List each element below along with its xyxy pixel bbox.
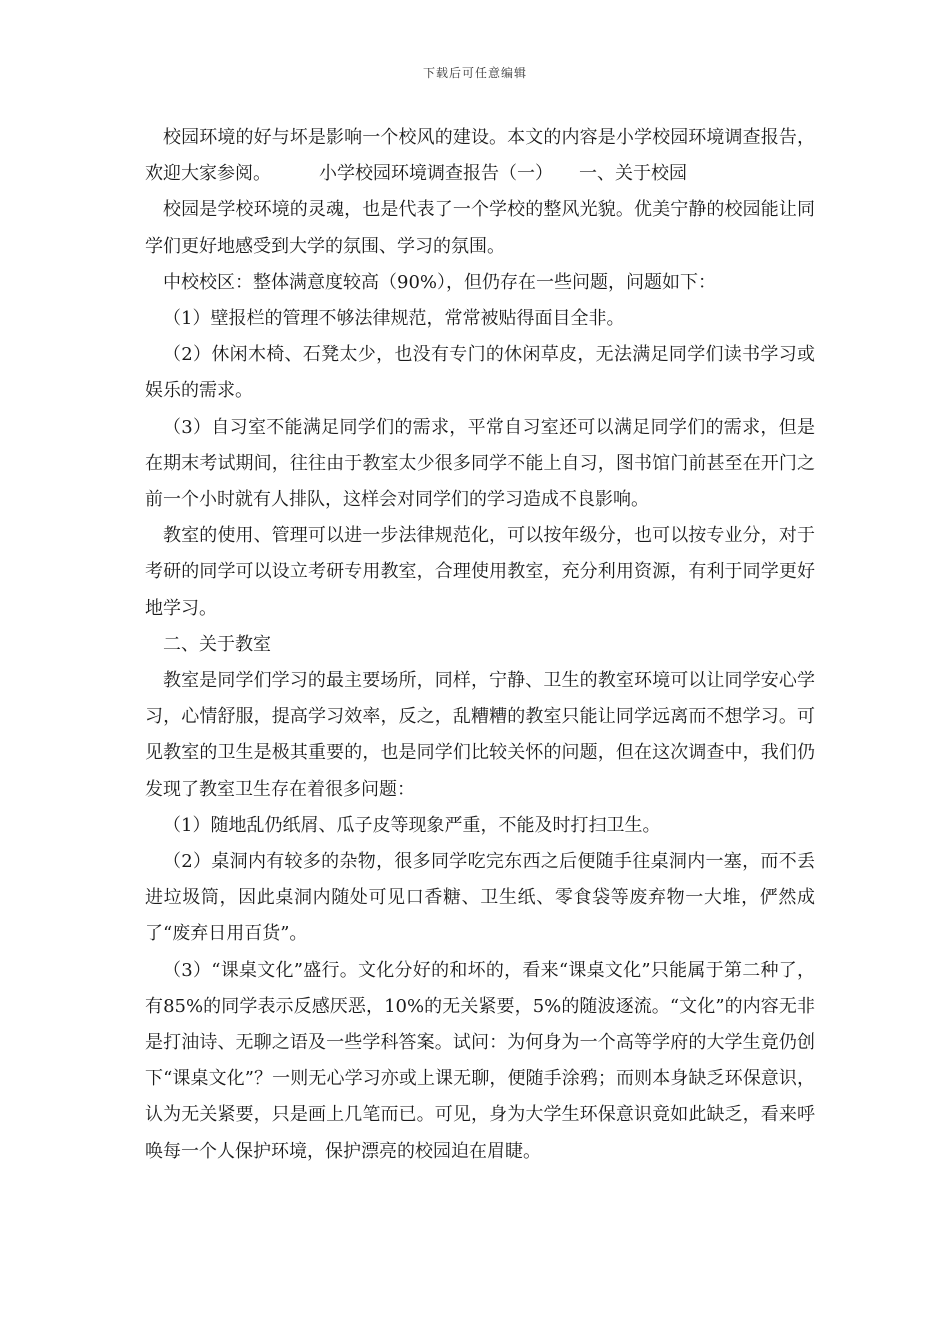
paragraph: 中校校区：整体满意度较高（90%），但仍存在一些问题，问题如下： (163, 271, 717, 293)
section-heading-campus: 一、关于校园 (579, 163, 687, 185)
intro-paragraph (145, 120, 815, 192)
intro-text: 校园环境的好与坏是影响一个校风的建设。本文的内容是小学校园环境调查报告，欢迎大家参阅。 (145, 127, 815, 185)
list-item: （2）桌洞内有较多的杂物，很多同学吃完东西之后便随手往桌洞内一塞，而不丢进垃圾筒，因此桌洞内随处可见口香糖、卫生纸、零食袋等废弃物一大堆，俨然成了“废弃日用百货”。 (145, 851, 815, 945)
list-item: （3）自习室不能满足同学们的需求，平常自习室还可以满足同学们的需求，但是在期末考试期间，往往由于教室太少很多同学不能上自习，图书馆门前甚至在开门之前一个小时就有人排队，这样会对同学们的学习造成不良影响。 (145, 416, 815, 511)
list-item: （1）随地乱仍纸屑、瓜子皮等现象严重，不能及时打扫卫生。 (163, 814, 661, 836)
list-item: （3）“课桌文化”盛行。文化分好的和坏的，看来“课桌文化”只能属于第二种了，有85%的同学表示反感厌恶，10%的无关紧要，5%的随波逐流。“文化”的内容无非是打油诗、无聊之语及一些学科答案。试问：为何身为一个高等学府的大学生竟仍创下“课桌文化”？一则无心学习亦或上课无聊，便随手涂鸦；而则本身缺乏环保意识，认为无关紧要，只是画上几笔而已。可见，身为大学生环保意识竟如此缺乏，看来呼唤每一个人保护环境，保护漂亮的校园迫在眉睫。 (145, 959, 815, 1162)
list-item: （1）壁报栏的管理不够法律规范，常常被贴得面目全非。 (163, 308, 625, 330)
paragraph: 校园是学校环境的灵魂，也是代表了一个学校的整风光貌。优美宁静的校园能让同学们更好地感受到大学的氛围、学习的氛围。 (145, 199, 815, 257)
page-header: 下载后可任意编辑 (422, 66, 527, 80)
paragraph: 教室的使用、管理可以进一步法律规范化，可以按年级分，也可以按专业分，对于考研的同学可以设立考研专用教室，合理使用教室，充分利用资源，有利于同学更好地学习。 (145, 525, 815, 619)
paragraph: 教室是同学们学习的最主要场所，同样，宁静、卫生的教室环境可以让同学安心学习，心情舒服，提高学习效率，反之，乱糟糟的教室只能让同学远离而不想学习。可见教室的卫生是极其重要的，也是同学们比较关怀的问题，但在这次调查中，我们仍发现了教室卫生存在着很多问题： (145, 670, 815, 800)
list-item: （2）休闲木椅、石凳太少，也没有专门的休闲草皮，无法满足同学们读书学习或娱乐的需求。 (145, 344, 815, 402)
section-heading-classroom: 二、关于教室 (163, 633, 271, 655)
report-title: 小学校园环境调查报告（一） (319, 163, 553, 185)
document-body (145, 120, 815, 1170)
